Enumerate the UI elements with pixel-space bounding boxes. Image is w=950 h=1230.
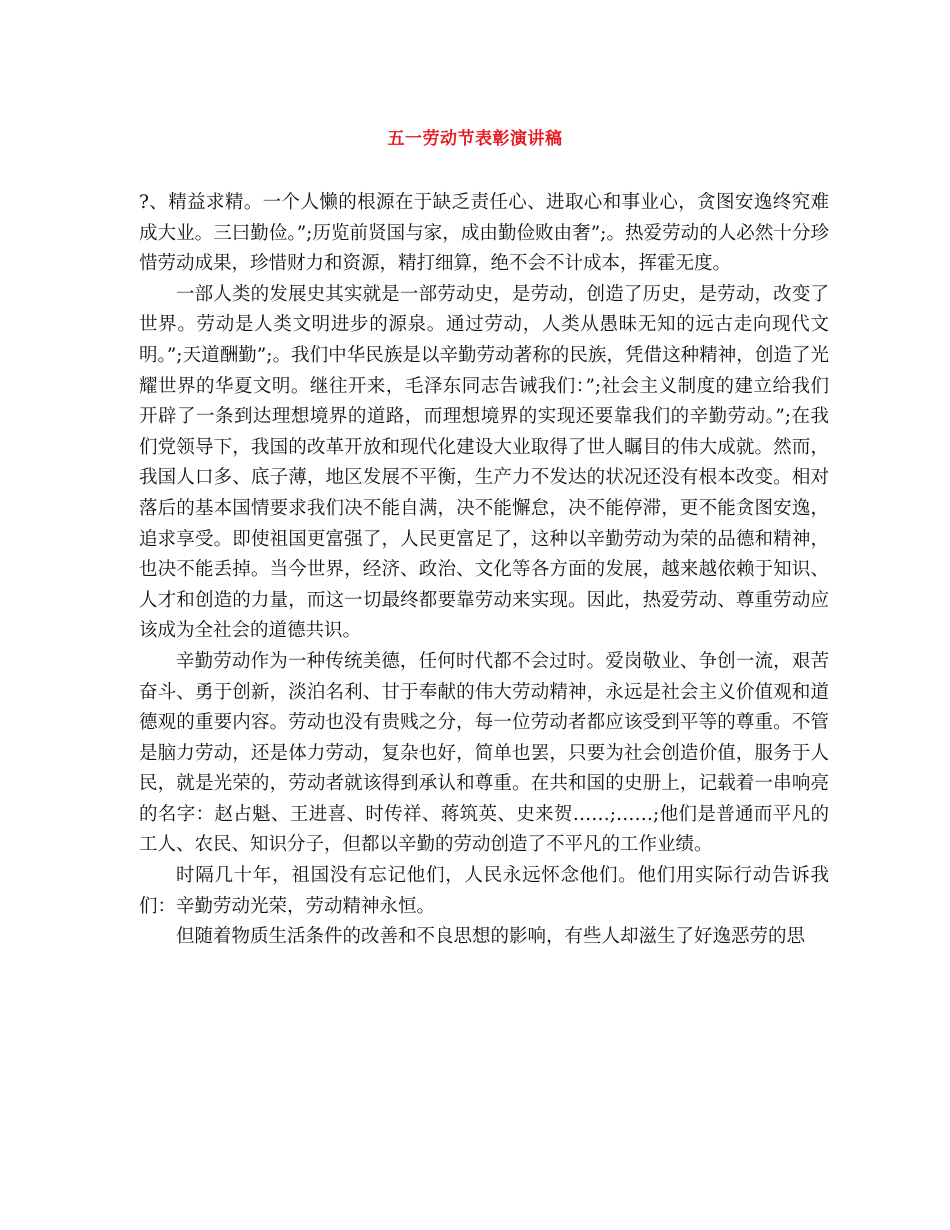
paragraph-5: 但随着物质生活条件的改善和不良思想的影响，有些人却滋生了好逸恶劳的思 xyxy=(176,926,806,948)
paragraph-3: 辛勤劳动作为一种传统美德，任何时代都不会过时。爱岗敬业、争创一流，艰苦奋斗、勇于创新，淡泊名利、甘于奉献的伟大劳动精神，永远是社会主义价值观和道德观的重要内容。劳动也没有贵贱之分，每一位劳动者都应该受到平等的尊重。不管是脑力劳动，还是体力劳动，复杂也好，简单也罢，只要为社会创造价值，服务于人民，就是光荣的，劳动者就该得到承认和尊重。在共和国的史册上，记载着一串响亮的名字：赵占魁、王进喜、时传祥、蒋筑英、史来贺……;……;他们是普通而平凡的工人、农民、知识分子，但都以辛勤的劳动创造了不平凡的工作业绩。 xyxy=(139,650,829,856)
document-title: 五一劳动节表彰演讲稿 xyxy=(387,129,563,149)
paragraph-2: 一部人类的发展史其实就是一部劳动史，是劳动，创造了历史，是劳动，改变了世界。劳动是人类文明进步的源泉。通过劳动，人类从愚昧无知的远古走向现代文明。”;天道酬勤”;。我们中华民族是以辛勤劳动著称的民族，凭借这种精神，创造了光耀世界的华夏文明。继往开来，毛泽东同志告诫我们：”;社会主义制度的建立给我们开辟了一条到达理想境界的道路，而理想境界的实现还要靠我们的辛勤劳动。”;在我们党领导下，我国的改革开放和现代化建设大业取得了世人瞩目的伟大成就。然而，我国人口多、底子薄，地区发展不平衡，生产力不发达的状况还没有根本改变。相对落后的基本国情要求我们决不能自满，决不能懈怠，决不能停滞，更不能贪图安逸，追求享受。即使祖国更富强了，人民更富足了，这种以辛勤劳动为荣的品德和精神，也决不能丢掉。当今世界，经济、政治、文化等各方面的发展，越来越依赖于知识、人才和创造的力量，而这一切最终都要靠劳动来实现。因此，热爱劳动、尊重劳动应该成为全社会的道德共识。 xyxy=(139,283,829,642)
paragraph-1: ?、精益求精。一个人懒的根源在于缺乏责任心、进取心和事业心，贪图安逸终究难成大业。三曰勤俭。”;历览前贤国与家，成由勤俭败由奢”;。热爱劳动的人必然十分珍惜劳动成果，珍惜财力和资源，精打细算，绝不会不计成本，挥霍无度。 xyxy=(139,192,829,275)
document-body xyxy=(139,188,829,953)
paragraph-4: 时隔几十年，祖国没有忘记他们，人民永远怀念他们。他们用实际行动告诉我们：辛勤劳动光荣，劳动精神永恒。 xyxy=(139,865,829,917)
